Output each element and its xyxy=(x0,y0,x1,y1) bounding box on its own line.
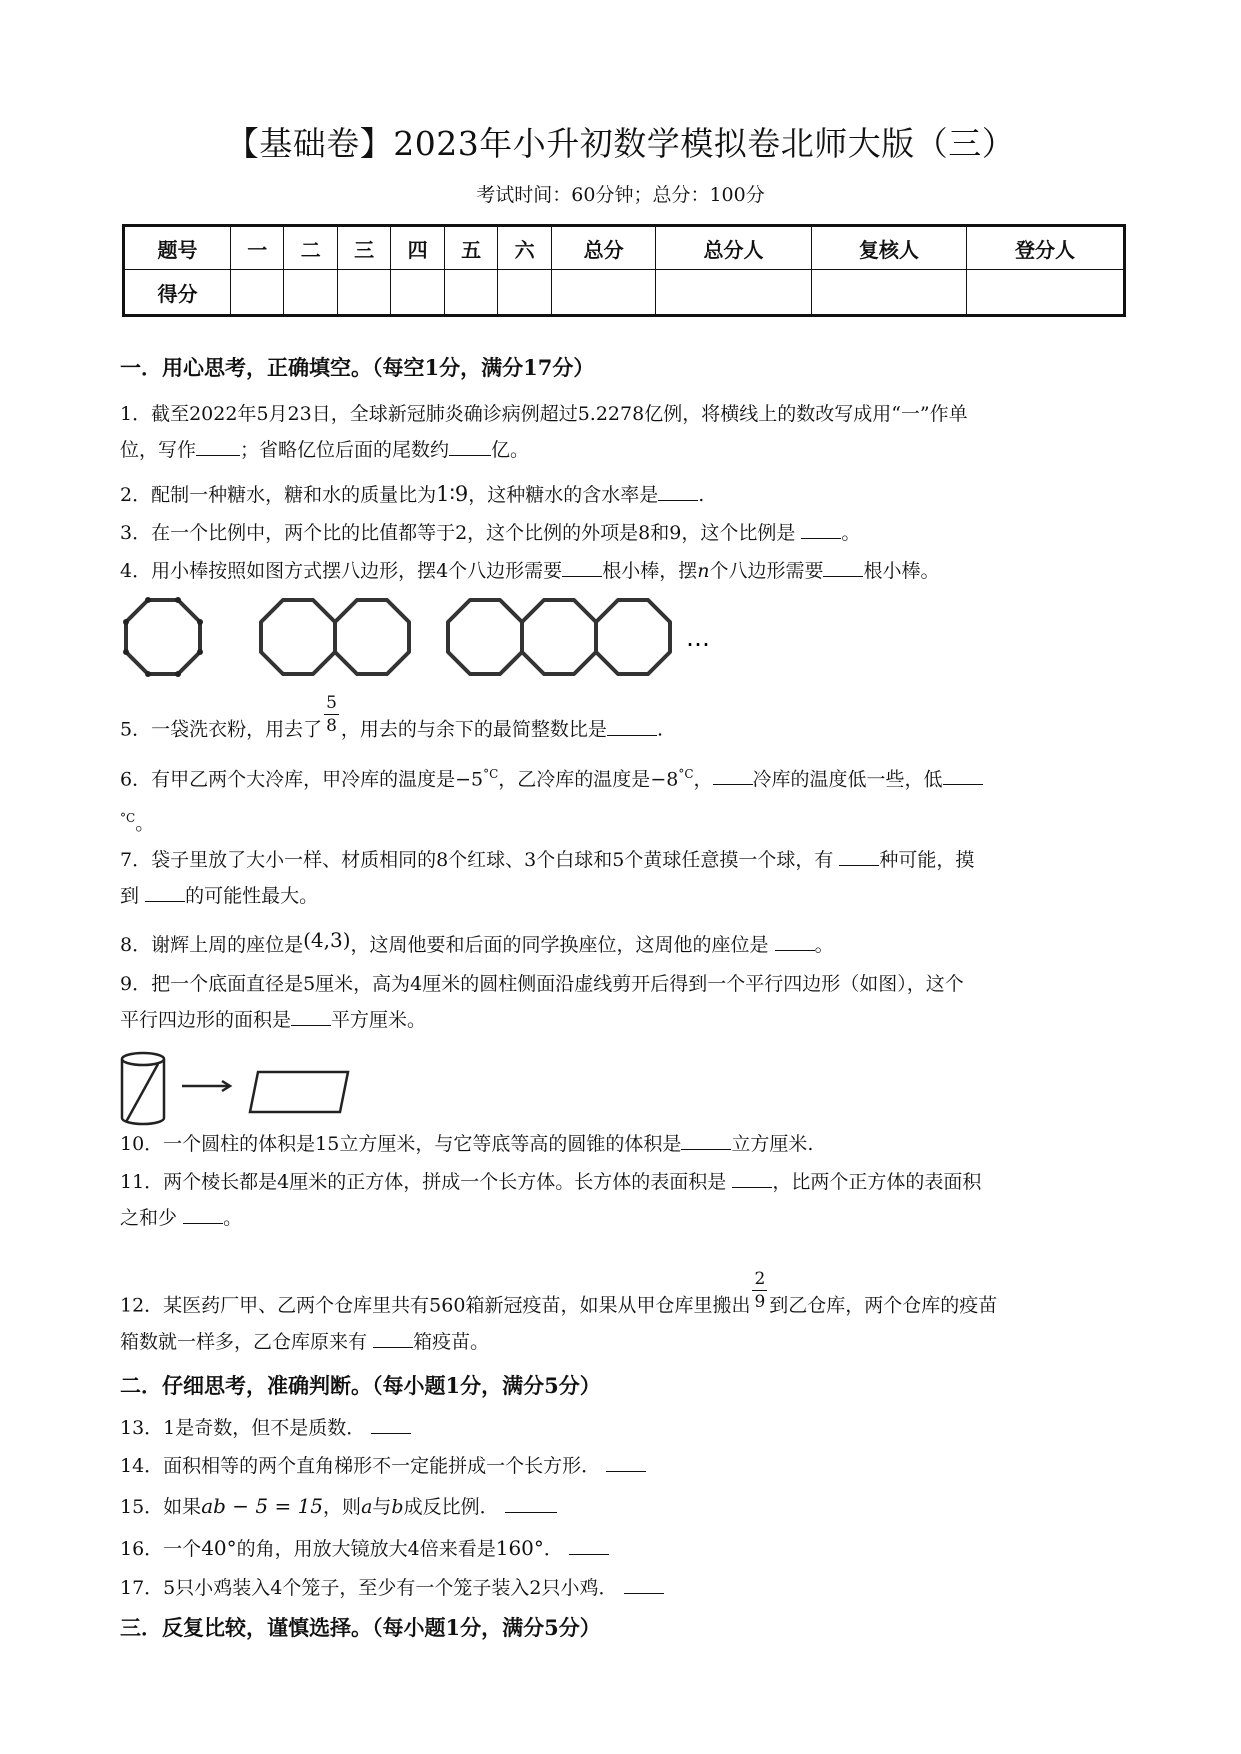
degree-unit: °C xyxy=(678,767,694,781)
equation: ab − 5 = 15 xyxy=(201,1494,324,1518)
q9-text: 平方厘米。 xyxy=(331,1009,427,1031)
answer-blank[interactable] xyxy=(291,1005,331,1026)
score-cell[interactable] xyxy=(337,270,390,316)
question-1-line-2 xyxy=(120,432,1130,468)
q11-text: 11．两个棱长都是4厘米的正方体，拼成一个长方体。长方体的表面积是 xyxy=(120,1171,727,1193)
answer-blank[interactable] xyxy=(183,1203,223,1224)
variable-n: n xyxy=(697,560,710,582)
score-cell[interactable] xyxy=(967,270,1125,316)
answer-blank[interactable] xyxy=(658,480,698,501)
fraction xyxy=(752,1268,767,1313)
q7-text: 的可能性最大。 xyxy=(185,885,319,907)
fraction xyxy=(324,692,339,737)
question-4 xyxy=(120,553,1130,589)
ellipsis: … xyxy=(686,624,710,652)
ratio-expression: 1∶9 xyxy=(436,482,469,506)
score-header-cell: 三 xyxy=(337,226,390,270)
answer-blank[interactable] xyxy=(823,556,863,577)
q2-text: 2．配制一种糖水，糖和水的质量比为 xyxy=(120,484,437,506)
q6-text: ，乙冷库的温度是 xyxy=(498,768,651,791)
q8-text: 。 xyxy=(814,934,834,956)
score-table xyxy=(122,224,1126,317)
question-1-line-1: 1．截至2022年5月23日，全球新冠肺炎确诊病例超过5.2278亿例，将横线上的数改写成用“一”作单 xyxy=(120,403,968,425)
score-header-cell: 二 xyxy=(284,226,337,270)
q4-text: 个八边形需要 xyxy=(709,560,824,582)
temperature: −5 xyxy=(455,768,484,791)
fraction-numerator: 2 xyxy=(754,1269,766,1289)
q10-text: 立方厘米. xyxy=(731,1133,814,1155)
q6-text: 6．有甲乙两个大冷库，甲冷库的温度是 xyxy=(120,768,456,791)
angle-value: 160° xyxy=(495,1536,544,1560)
score-header-cell: 五 xyxy=(444,226,497,270)
score-header-cell: 一 xyxy=(230,226,283,270)
q4-text: 根小棒。 xyxy=(863,560,940,582)
score-header-cell: 复核人 xyxy=(811,226,966,270)
score-table-header-row xyxy=(124,226,1125,270)
question-11-line-1 xyxy=(120,1164,1130,1200)
answer-blank[interactable] xyxy=(775,930,815,951)
score-cell[interactable] xyxy=(444,270,497,316)
question-7-line-1 xyxy=(120,842,1130,878)
q1-text: 位，写作 xyxy=(120,439,197,461)
answer-blank[interactable] xyxy=(569,1534,609,1555)
score-cell[interactable] xyxy=(551,270,655,316)
question-9-line-2 xyxy=(120,1002,1130,1038)
temperature: −8 xyxy=(650,768,679,791)
answer-blank[interactable] xyxy=(145,881,185,902)
answer-blank[interactable] xyxy=(943,764,983,785)
variable-b: b xyxy=(391,1496,404,1518)
q12-text: 12．某医药厂甲、乙两个仓库里共有560箱新冠疫苗，如果从甲仓库里搬出 xyxy=(120,1294,751,1317)
question-8 xyxy=(120,926,1130,963)
q1-text: ；省略亿位后面的尾数约 xyxy=(240,439,450,461)
question-7-line-2 xyxy=(120,878,1130,914)
question-6-line-1 xyxy=(120,756,1130,797)
section-heading-3: 三．反复比较，谨慎选择。（每小题1分，满分5分） xyxy=(120,1615,601,1640)
q13-text: 13．1是奇数，但不是质数． xyxy=(120,1417,366,1439)
score-header-cell: 总分 xyxy=(551,226,655,270)
q5-text: 5．一袋洗衣粉，用去了 xyxy=(120,718,323,741)
question-5 xyxy=(120,693,1130,753)
score-header-cell: 六 xyxy=(498,226,551,270)
fraction-denominator: 9 xyxy=(754,1292,766,1312)
q12-text: 到乙仓库，两个仓库的疫苗 xyxy=(769,1294,998,1317)
q8-text: 8．谢辉上周的座位是 xyxy=(120,934,304,956)
q15-text: ，则 xyxy=(323,1496,362,1518)
question-16 xyxy=(120,1530,1130,1567)
question-6-line-2 xyxy=(120,800,1130,841)
q11-text: 。 xyxy=(223,1207,243,1229)
q11-text: 之和少 xyxy=(120,1207,178,1229)
q15-text: 15．如果 xyxy=(120,1496,202,1518)
q16-text: 的角，用放大镜放大4倍来看是 xyxy=(236,1538,496,1560)
question-9-line-1: 9．把一个底面直径是5厘米，高为4厘米的圆柱侧面沿虚线剪开后得到一个平行四边形（如图），这个 xyxy=(120,973,964,995)
q5-text: . xyxy=(656,718,663,741)
fraction-denominator: 8 xyxy=(326,716,337,736)
fraction-numerator: 5 xyxy=(326,693,337,713)
question-15 xyxy=(120,1488,1130,1525)
answer-blank[interactable] xyxy=(732,1167,772,1188)
answer-blank[interactable] xyxy=(373,1327,413,1348)
answer-blank[interactable] xyxy=(371,1413,411,1434)
angle-value: 40° xyxy=(201,1536,237,1560)
q4-text: 4．用小棒按照如图方式摆八边形，摆4个八边形需要 xyxy=(120,560,563,582)
exam-info: 考试时间：60分钟；总分：100分 xyxy=(476,184,765,206)
q17-text: 17．5只小鸡装入4个笼子，至少有一个笼子装入2只小鸡． xyxy=(120,1577,618,1599)
page-title: 【基础卷】2023年小升初数学模拟卷北师大版（三） xyxy=(225,124,1016,163)
answer-blank[interactable] xyxy=(801,518,841,539)
q7-text: 7．袋子里放了大小一样、材质相同的8个红球、3个白球和5个黄球任意摸一个球，有 xyxy=(120,849,834,871)
q16-text: ． xyxy=(543,1538,563,1560)
q7-text: 到 xyxy=(120,885,140,907)
q8-text: ，这周他要和后面的同学换座位，这周他的座位是 xyxy=(350,934,769,956)
answer-blank[interactable] xyxy=(449,435,491,456)
question-11-line-2 xyxy=(120,1200,1130,1236)
question-14 xyxy=(120,1448,1130,1484)
q16-text: 16．一个 xyxy=(120,1538,202,1560)
section-heading-2: 二．仔细思考，准确判断。（每小题1分，满分5分） xyxy=(120,1373,601,1398)
cylinder-unfold-figure xyxy=(118,1050,368,1130)
q2-text: . xyxy=(698,484,705,506)
score-cell[interactable] xyxy=(811,270,966,316)
answer-blank[interactable] xyxy=(624,1573,664,1594)
q2-text: ，这种糖水的含水率是 xyxy=(468,484,659,506)
q5-text: ，用去的与余下的最简整数比是 xyxy=(340,718,607,741)
question-3 xyxy=(120,515,1130,551)
q10-text: 10．一个圆柱的体积是15立方厘米，与它等底等高的圆锥的体积是 xyxy=(120,1133,682,1155)
q15-text: 与 xyxy=(372,1496,392,1518)
question-2 xyxy=(120,476,1130,513)
score-cell[interactable] xyxy=(230,270,283,316)
answer-blank[interactable] xyxy=(713,764,753,785)
answer-blank[interactable] xyxy=(606,1451,646,1472)
score-cell[interactable] xyxy=(656,270,811,316)
degree-unit: °C xyxy=(483,767,499,781)
question-12-line-2 xyxy=(120,1324,1130,1360)
score-cell[interactable] xyxy=(498,270,551,316)
score-table-score-row xyxy=(124,270,1125,316)
answer-blank[interactable] xyxy=(505,1492,557,1513)
q7-text: 种可能，摸 xyxy=(879,849,975,871)
answer-blank[interactable] xyxy=(562,556,602,577)
question-12-line-1 xyxy=(120,1269,1130,1329)
answer-blank[interactable] xyxy=(196,435,240,456)
score-header-cell: 总分人 xyxy=(656,226,811,270)
section-heading-1: 一．用心思考，正确填空。（每空1分，满分17分） xyxy=(120,355,595,380)
score-header-cell: 四 xyxy=(391,226,444,270)
answer-blank[interactable] xyxy=(839,845,879,866)
q15-text: 成反比例． xyxy=(403,1496,499,1518)
q12-text: 箱数就一样多，乙仓库原来有 xyxy=(120,1331,368,1353)
q14-text: 14．面积相等的两个直角梯形不一定能拼成一个长方形． xyxy=(120,1455,601,1477)
score-header-cell: 题号 xyxy=(124,226,231,270)
q1-text: 亿。 xyxy=(491,439,530,461)
q6-text: ， xyxy=(693,768,713,791)
q9-text: 平行四边形的面积是 xyxy=(120,1009,292,1031)
variable-a: a xyxy=(361,1496,373,1518)
octagon-figure xyxy=(118,592,818,682)
seat-coordinate: (4,3) xyxy=(303,928,351,952)
q6-text: 冷库的温度低一些，低 xyxy=(752,768,943,791)
answer-blank[interactable] xyxy=(607,715,657,736)
degree-unit: °C xyxy=(120,811,136,825)
score-cell[interactable] xyxy=(284,270,337,316)
q4-text: 根小棒，摆 xyxy=(602,560,698,582)
score-cell[interactable] xyxy=(391,270,444,316)
q3-text: 3．在一个比例中，两个比的比值都等于2，这个比例的外项是8和9，这个比例是 xyxy=(120,522,796,544)
q6-text: 。 xyxy=(135,812,155,835)
q11-text: ，比两个正方体的表面积 xyxy=(772,1171,982,1193)
score-header-cell: 登分人 xyxy=(967,226,1125,270)
q3-text: 。 xyxy=(841,522,861,544)
q12-text: 箱疫苗。 xyxy=(413,1331,490,1353)
question-10 xyxy=(120,1126,1130,1162)
answer-blank[interactable] xyxy=(681,1129,731,1150)
score-row-label: 得分 xyxy=(124,270,231,316)
question-13 xyxy=(120,1410,1130,1446)
question-17 xyxy=(120,1570,1130,1606)
